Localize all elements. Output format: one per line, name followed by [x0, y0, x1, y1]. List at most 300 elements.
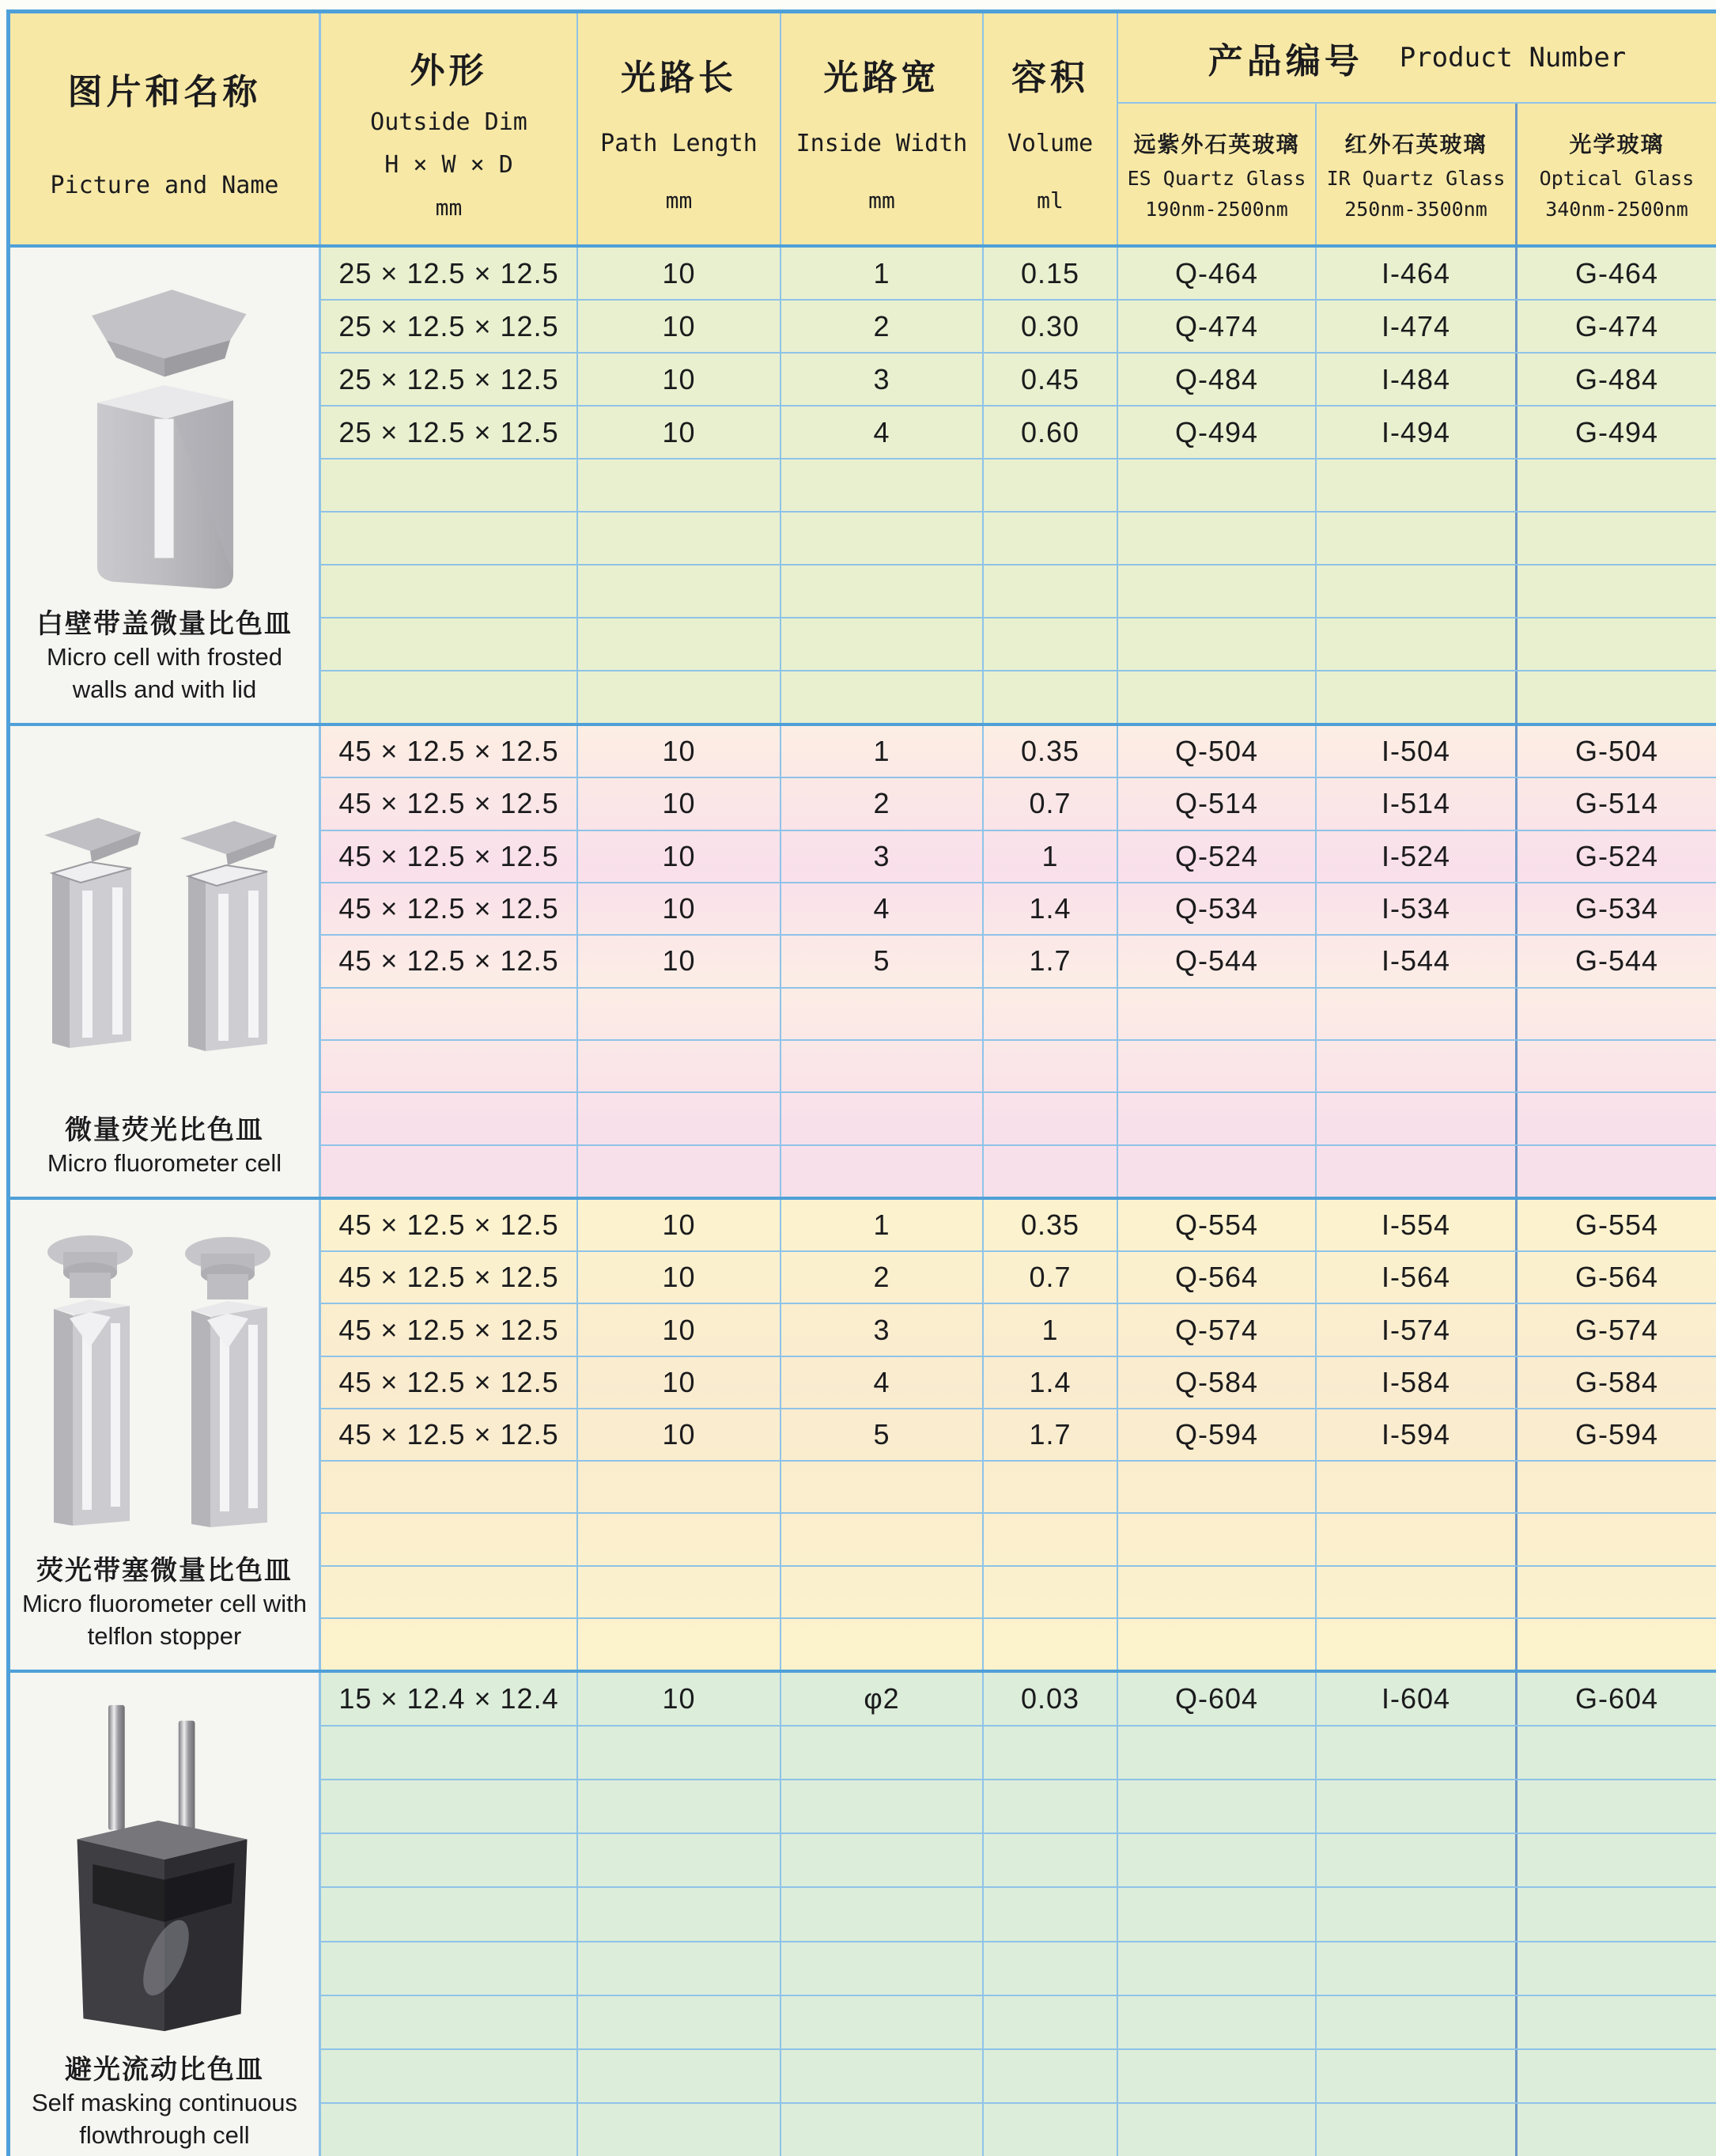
table-row [321, 778, 1716, 830]
product-name-en: Micro cell with frosted walls and with lid [46, 643, 283, 703]
cell-optical-glass-code [1518, 1834, 1716, 1886]
cell-ir-quartz-code [1317, 1996, 1518, 2048]
cell-ir-quartz-code [1317, 1093, 1518, 1144]
cell-outside-dim [321, 1567, 578, 1617]
cell-ir-quartz-code [1317, 513, 1518, 564]
cell-ir-quartz-code [1317, 1514, 1518, 1564]
cell-volume [984, 1567, 1118, 1617]
cell-path-length: 10 [578, 1409, 781, 1460]
cell-optical-glass-code [1518, 1888, 1716, 1940]
cell-ir-quartz-code [1317, 1942, 1518, 1995]
cell-outside-dim [321, 1619, 578, 1670]
header-outside-dim-zh: 外形 [410, 51, 488, 90]
header-inside-width-zh: 光路宽 [823, 59, 940, 97]
cell-path-length [578, 1514, 781, 1564]
cell-outside-dim: 15 × 12.4 × 12.4 [321, 1673, 578, 1725]
cell-volume [984, 1780, 1118, 1833]
cell-volume [984, 1727, 1118, 1779]
cell-outside-dim: 45 × 12.5 × 12.5 [321, 883, 578, 934]
cell-es-quartz-code [1118, 1888, 1317, 1940]
cell-es-quartz-code [1118, 1727, 1317, 1779]
cell-optical-glass-code [1518, 618, 1716, 670]
cell-inside-width: 2 [781, 1252, 984, 1303]
cell-inside-width [781, 989, 984, 1039]
table-row [321, 883, 1716, 936]
header-es-quartz [1118, 104, 1317, 244]
cell-inside-width [781, 460, 984, 511]
product-section [10, 1670, 1716, 2156]
cell-volume [984, 513, 1118, 564]
cell-path-length [578, 1462, 781, 1512]
header-ir-quartz-zh: 红外石英玻璃 [1344, 132, 1487, 157]
header-picture-and-name [10, 13, 321, 244]
header-volume-en: Volume [1007, 130, 1094, 157]
product-name-zh: 避光流动比色皿 [65, 2055, 264, 2086]
header-volume [984, 13, 1118, 244]
sections-container [10, 248, 1716, 2156]
cell-optical-glass-code: G-564 [1574, 1261, 1659, 1294]
cell-ir-quartz-code [1317, 2050, 1518, 2102]
header-inside-width-en: Inside Width [796, 130, 968, 157]
cell-es-quartz-code [1118, 1514, 1317, 1564]
cell-path-length: 10 [578, 354, 781, 405]
cell-outside-dim: 45 × 12.5 × 12.5 [321, 1304, 578, 1355]
table-row [321, 1357, 1716, 1409]
cell-outside-dim: 45 × 12.5 × 12.5 [321, 1252, 578, 1303]
cell-outside-dim [321, 1942, 578, 1995]
section-rows [321, 248, 1716, 723]
cell-inside-width [781, 1462, 984, 1512]
cell-es-quartz-code [1118, 513, 1317, 564]
cell-outside-dim [321, 2050, 578, 2102]
header-path-length-en: Path Length [600, 130, 758, 157]
cell-volume: 0.7 [984, 1252, 1118, 1303]
cell-optical-glass-code: G-604 [1574, 1682, 1659, 1715]
cell-optical-glass-code: G-544 [1574, 944, 1659, 978]
cell-path-length: 10 [578, 248, 781, 299]
cell-optical-glass-code [1518, 1780, 1716, 1833]
cell-inside-width: 5 [781, 936, 984, 986]
header-ir-quartz [1317, 104, 1518, 244]
table-row-empty [321, 1567, 1716, 1619]
cell-outside-dim [321, 460, 578, 511]
cell-ir-quartz-code [1317, 2104, 1518, 2156]
cell-inside-width: 1 [781, 1200, 984, 1250]
cell-inside-width: 3 [781, 1304, 984, 1355]
cell-path-length [578, 1093, 781, 1144]
cell-ir-quartz-code [1317, 1727, 1518, 1779]
cell-outside-dim [321, 1834, 578, 1886]
table-row-empty [321, 1834, 1716, 1888]
cell-volume [984, 1462, 1118, 1512]
flow-cell-image [10, 1673, 319, 2052]
cell-volume: 0.45 [984, 354, 1118, 405]
cell-path-length [578, 565, 781, 617]
cell-volume [984, 618, 1118, 670]
cell-es-quartz-code [1118, 565, 1317, 617]
cell-outside-dim [321, 1093, 578, 1144]
cell-outside-dim [321, 1146, 578, 1197]
cell-ir-quartz-code: I-604 [1317, 1673, 1518, 1725]
cell-ir-quartz-code [1317, 618, 1518, 670]
cell-volume [984, 460, 1118, 511]
cell-ir-quartz-code: I-554 [1317, 1200, 1518, 1250]
cell-inside-width: 3 [781, 831, 984, 882]
product-name-zh: 荧光带塞微量比色皿 [36, 1556, 293, 1587]
cell-inside-width [781, 671, 984, 723]
cell-volume: 0.03 [984, 1673, 1118, 1725]
cell-volume: 0.35 [984, 726, 1118, 777]
cell-volume: 0.60 [984, 407, 1118, 458]
cell-ir-quartz-code: I-464 [1317, 248, 1518, 299]
cell-es-quartz-code: Q-494 [1118, 407, 1317, 458]
cell-path-length: 10 [578, 1200, 781, 1250]
cell-outside-dim: 25 × 12.5 × 12.5 [321, 354, 578, 405]
product-name-en: Micro fluorometer cell with telflon stopper [21, 1590, 308, 1650]
cell-es-quartz-code: Q-474 [1118, 301, 1317, 352]
header-product-number [1118, 13, 1716, 244]
section-rows [321, 1200, 1716, 1670]
table-row [321, 407, 1716, 460]
cell-es-quartz-code: Q-604 [1118, 1673, 1317, 1725]
table-row [321, 248, 1716, 301]
cell-inside-width [781, 2104, 984, 2156]
table-row-empty [321, 2104, 1716, 2156]
cell-outside-dim: 45 × 12.5 × 12.5 [321, 936, 578, 986]
cell-es-quartz-code [1118, 2050, 1317, 2102]
cell-es-quartz-code [1118, 1041, 1317, 1091]
cell-ir-quartz-code: I-574 [1317, 1304, 1518, 1355]
table-row [321, 301, 1716, 354]
cell-optical-glass-code [1518, 513, 1716, 564]
cell-es-quartz-code: Q-464 [1118, 248, 1317, 299]
stoppered-cuvette-pair-drawing [38, 1228, 291, 1537]
cell-volume [984, 1041, 1118, 1091]
cell-volume [984, 2104, 1118, 2156]
cell-optical-glass-code: G-574 [1574, 1313, 1659, 1346]
cell-ir-quartz-code: I-594 [1317, 1409, 1518, 1460]
product-picture-cell [10, 248, 321, 723]
cell-volume [984, 1146, 1118, 1197]
cell-inside-width [781, 1942, 984, 1995]
cell-es-quartz-code: Q-554 [1118, 1200, 1317, 1250]
header-inside-width [781, 13, 984, 244]
header-product-subcolumns [1118, 104, 1716, 244]
cell-path-length [578, 2104, 781, 2156]
product-section [10, 248, 1716, 723]
cell-ir-quartz-code: I-564 [1317, 1252, 1518, 1303]
cell-inside-width [781, 1514, 984, 1564]
table-row-empty [321, 1093, 1716, 1145]
header-optical-glass [1518, 104, 1716, 244]
cell-path-length [578, 989, 781, 1039]
cell-optical-glass-code: G-524 [1574, 839, 1659, 872]
cell-ir-quartz-code: I-494 [1317, 407, 1518, 458]
cell-ir-quartz-code: I-484 [1317, 354, 1518, 405]
cell-path-length: 10 [578, 407, 781, 458]
cell-volume [984, 1834, 1118, 1886]
cell-path-length: 10 [578, 883, 781, 934]
header-path-length-unit: mm [665, 187, 693, 214]
cell-ir-quartz-code [1317, 565, 1518, 617]
cell-path-length [578, 513, 781, 564]
table-row-empty [321, 565, 1716, 618]
table-row-empty [321, 460, 1716, 513]
cell-optical-glass-code [1518, 460, 1716, 511]
cell-outside-dim: 45 × 12.5 × 12.5 [321, 1200, 578, 1250]
table-row-empty [321, 1041, 1716, 1093]
cell-volume [984, 565, 1118, 617]
cell-path-length [578, 1996, 781, 2048]
product-name [10, 2052, 319, 2156]
micro-cell-lid-image [10, 248, 319, 607]
product-name [10, 607, 319, 723]
cell-ir-quartz-code [1317, 989, 1518, 1039]
table-row-empty [321, 1996, 1716, 2050]
cell-optical-glass-code: G-494 [1574, 415, 1659, 448]
cell-es-quartz-code [1118, 2104, 1317, 2156]
cell-optical-glass-code: G-514 [1574, 787, 1659, 820]
cell-outside-dim [321, 989, 578, 1039]
cell-outside-dim [321, 2104, 578, 2156]
cell-outside-dim: 45 × 12.5 × 12.5 [321, 726, 578, 777]
cell-optical-glass-code [1518, 1514, 1716, 1564]
cell-ir-quartz-code [1317, 1780, 1518, 1833]
cell-es-quartz-code [1118, 1780, 1317, 1833]
cell-es-quartz-code: Q-564 [1118, 1252, 1317, 1303]
cell-inside-width: φ2 [781, 1673, 984, 1725]
table-row-empty [321, 1462, 1716, 1514]
header-product-number-title [1118, 13, 1716, 104]
cell-optical-glass-code [1518, 1727, 1716, 1779]
table-row-empty [321, 1942, 1716, 1996]
header-es-quartz-zh: 远紫外石英玻璃 [1133, 132, 1300, 157]
cell-outside-dim [321, 1727, 578, 1779]
cell-outside-dim [321, 1041, 578, 1091]
cell-es-quartz-code: Q-484 [1118, 354, 1317, 405]
table-row [321, 726, 1716, 778]
cell-optical-glass-code: G-534 [1574, 892, 1659, 925]
cell-volume: 0.30 [984, 301, 1118, 352]
cell-ir-quartz-code: I-474 [1317, 301, 1518, 352]
header-inside-width-unit: mm [868, 187, 895, 214]
cell-outside-dim [321, 565, 578, 617]
table-row-empty [321, 1619, 1716, 1670]
cell-volume: 0.15 [984, 248, 1118, 299]
product-picture-cell [10, 1673, 321, 2156]
cell-outside-dim: 25 × 12.5 × 12.5 [321, 248, 578, 299]
cell-ir-quartz-code [1317, 1146, 1518, 1197]
cell-es-quartz-code [1118, 1093, 1317, 1144]
cell-optical-glass-code: G-584 [1574, 1365, 1659, 1398]
cell-inside-width: 4 [781, 1357, 984, 1408]
cell-es-quartz-code: Q-574 [1118, 1304, 1317, 1355]
cell-path-length [578, 460, 781, 511]
cell-outside-dim [321, 1888, 578, 1940]
cell-path-length: 10 [578, 936, 781, 986]
cell-volume [984, 1619, 1118, 1670]
cell-outside-dim [321, 618, 578, 670]
cell-optical-glass-code [1518, 1567, 1716, 1617]
cell-outside-dim [321, 1996, 578, 2048]
cell-volume [984, 1514, 1118, 1564]
cell-outside-dim [321, 1462, 578, 1512]
table-row [321, 1673, 1716, 1727]
cell-volume: 1.7 [984, 936, 1118, 986]
cell-es-quartz-code: Q-534 [1118, 883, 1317, 934]
cell-ir-quartz-code [1317, 1888, 1518, 1940]
cell-volume: 1.4 [984, 883, 1118, 934]
header-es-quartz-en: ES Quartz Glass [1127, 167, 1306, 190]
section-rows [321, 1673, 1716, 2156]
header-ir-quartz-range: 250nm-3500nm [1344, 198, 1487, 221]
cell-optical-glass-code: G-554 [1574, 1208, 1659, 1242]
cell-es-quartz-code [1118, 618, 1317, 670]
table-row-empty [321, 671, 1716, 723]
product-section [10, 1197, 1716, 1670]
cell-inside-width [781, 1780, 984, 1833]
cell-inside-width: 2 [781, 301, 984, 352]
cell-outside-dim [321, 513, 578, 564]
cell-path-length: 10 [578, 1252, 781, 1303]
cell-inside-width [781, 1996, 984, 2048]
cell-path-length [578, 1942, 781, 1995]
cell-es-quartz-code: Q-524 [1118, 831, 1317, 882]
cell-path-length: 10 [578, 1673, 781, 1725]
cell-inside-width: 3 [781, 354, 984, 405]
table-row-empty [321, 989, 1716, 1041]
header-path-length-zh: 光路长 [621, 59, 737, 97]
header-path-length [578, 13, 781, 244]
cell-inside-width [781, 1041, 984, 1091]
header-ir-quartz-en: IR Quartz Glass [1326, 167, 1506, 190]
cell-inside-width: 1 [781, 726, 984, 777]
header-optical-glass-range: 340nm-2500nm [1545, 198, 1688, 221]
table-row-empty [321, 2050, 1716, 2104]
header-optical-glass-en: Optical Glass [1539, 167, 1695, 190]
cell-volume [984, 671, 1118, 723]
cell-es-quartz-code: Q-544 [1118, 936, 1317, 986]
cell-es-quartz-code [1118, 1834, 1317, 1886]
cell-outside-dim [321, 1514, 578, 1564]
header-outside-dim [321, 13, 578, 244]
header-outside-dim-en: Outside Dim [370, 108, 527, 136]
cell-inside-width [781, 618, 984, 670]
cell-volume: 1.4 [984, 1357, 1118, 1408]
cuvette-pair-drawing [38, 794, 291, 1055]
cell-optical-glass-code [1518, 1093, 1716, 1144]
product-picture-cell [10, 1200, 321, 1670]
product-picture-cell [10, 726, 321, 1197]
cell-outside-dim: 45 × 12.5 × 12.5 [321, 778, 578, 829]
cell-ir-quartz-code: I-514 [1317, 778, 1518, 829]
table-row-empty [321, 513, 1716, 565]
cell-ir-quartz-code [1317, 1041, 1518, 1091]
cell-es-quartz-code [1118, 1567, 1317, 1617]
cell-inside-width: 1 [781, 248, 984, 299]
cell-ir-quartz-code [1317, 671, 1518, 723]
cell-es-quartz-code [1118, 1146, 1317, 1197]
cell-inside-width: 4 [781, 883, 984, 934]
cell-optical-glass-code: G-464 [1574, 256, 1659, 289]
cell-path-length [578, 2050, 781, 2102]
cell-inside-width [781, 1888, 984, 1940]
cell-volume [984, 2050, 1118, 2102]
table-row [321, 831, 1716, 883]
cell-inside-width [781, 1619, 984, 1670]
cell-path-length: 10 [578, 1357, 781, 1408]
cell-path-length: 10 [578, 831, 781, 882]
cell-optical-glass-code [1518, 1146, 1716, 1197]
cell-es-quartz-code: Q-584 [1118, 1357, 1317, 1408]
cell-ir-quartz-code [1317, 1567, 1518, 1617]
table-row [321, 354, 1716, 407]
cell-outside-dim [321, 671, 578, 723]
stopper-pair-image [10, 1200, 319, 1553]
product-name-en: Micro fluorometer cell [47, 1148, 282, 1177]
cell-path-length [578, 1041, 781, 1091]
header-volume-zh: 容积 [1011, 59, 1089, 97]
cell-volume [984, 1996, 1118, 2048]
cell-volume: 1.7 [984, 1409, 1118, 1460]
cell-es-quartz-code [1118, 989, 1317, 1039]
cell-outside-dim: 45 × 12.5 × 12.5 [321, 831, 578, 882]
cell-path-length [578, 1834, 781, 1886]
cell-outside-dim: 25 × 12.5 × 12.5 [321, 301, 578, 352]
cell-optical-glass-code [1518, 1462, 1716, 1512]
cell-outside-dim: 45 × 12.5 × 12.5 [321, 1409, 578, 1460]
cell-ir-quartz-code [1317, 1834, 1518, 1886]
cell-es-quartz-code [1118, 671, 1317, 723]
product-name-en: Self masking continuous flowthrough cell [31, 2089, 298, 2149]
cell-es-quartz-code: Q-594 [1118, 1409, 1317, 1460]
cell-es-quartz-code: Q-504 [1118, 726, 1317, 777]
table-row-empty [321, 1780, 1716, 1834]
cell-path-length [578, 1619, 781, 1670]
header-product-number-zh: 产品编号 [1208, 42, 1363, 81]
cell-optical-glass-code: G-504 [1574, 735, 1659, 768]
cell-inside-width: 4 [781, 407, 984, 458]
cell-path-length: 10 [578, 778, 781, 829]
cell-es-quartz-code [1118, 460, 1317, 511]
product-name-zh: 微量荧光比色皿 [65, 1114, 264, 1145]
cell-ir-quartz-code [1317, 460, 1518, 511]
cell-volume: 1 [984, 831, 1118, 882]
cell-path-length [578, 618, 781, 670]
cell-inside-width [781, 2050, 984, 2102]
cell-optical-glass-code: G-474 [1574, 309, 1659, 342]
cell-optical-glass-code [1518, 989, 1716, 1039]
cell-path-length [578, 671, 781, 723]
cell-inside-width [781, 1834, 984, 1886]
table-row-empty [321, 618, 1716, 671]
table-row-empty [321, 1514, 1716, 1566]
header-volume-unit: ml [1037, 187, 1064, 214]
cell-volume [984, 1888, 1118, 1940]
cell-es-quartz-code [1118, 1619, 1317, 1670]
table-header [10, 13, 1716, 248]
catalog-table [6, 9, 1716, 2156]
cell-ir-quartz-code: I-504 [1317, 726, 1518, 777]
cell-optical-glass-code [1518, 1041, 1716, 1091]
cell-es-quartz-code [1118, 1996, 1317, 2048]
cell-optical-glass-code: G-484 [1574, 362, 1659, 395]
cell-ir-quartz-code: I-584 [1317, 1357, 1518, 1408]
table-row [321, 1409, 1716, 1462]
cell-path-length: 10 [578, 1304, 781, 1355]
cell-inside-width: 5 [781, 1409, 984, 1460]
product-name [10, 1113, 319, 1197]
